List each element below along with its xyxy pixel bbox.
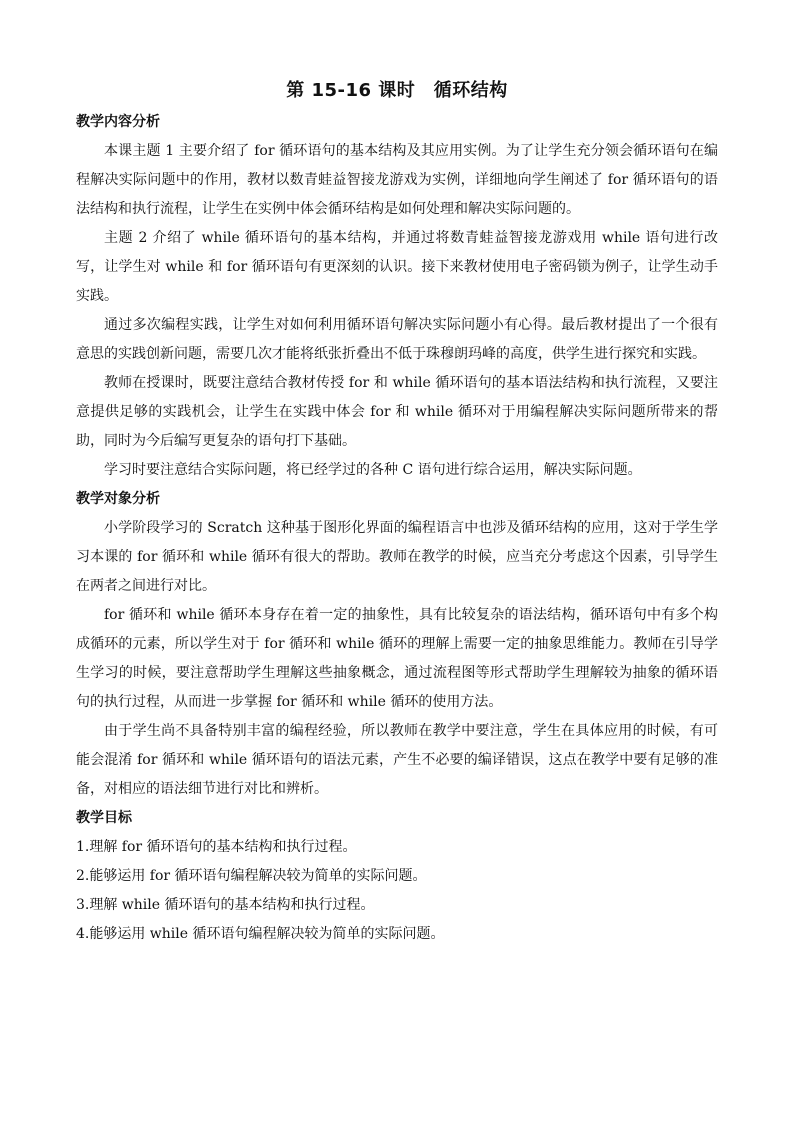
paragraph: 通过多次编程实践，让学生对如何利用循环语句解决实际问题小有心得。最后教材提出了一个很有意思的实践创新问题，需要几次才能将纸张折叠出不低于珠穆朗玛峰的高度，供学生进行探究和实践。 — [76, 317, 718, 362]
paragraph: 教师在授课时，既要注意结合教材传授 for 和 while 循环语句的基本语法结构和执行流程，又要注意提供足够的实践机会，让学生在实践中体会 for 和 while 循环对于用编程解决实际问题所带来的帮助，同时为今后编写更复杂的语句打下基础。 — [76, 375, 718, 449]
objective-item: 3.理解 while 循环语句的基本结构和执行过程。 — [76, 897, 375, 913]
paragraph: 本课主题 1 主要介绍了 for 循环语句的基本结构及其应用实例。为了让学生充分领会循环语句在编程解决实际问题中的作用，教材以数青蛙益智接龙游戏为实例，详细地向学生阐述了 for 循环语句的语法结构和执行流程，让学生在实例中体会循环结构是如何处理和解决实际问题的。 — [76, 143, 718, 217]
section-teaching-objectives — [76, 804, 718, 949]
document-content — [76, 78, 718, 949]
section-heading: 教学内容分析 — [76, 114, 160, 130]
objective-item: 4.能够运用 while 循环语句编程解决较为简单的实际问题。 — [76, 926, 445, 942]
page-title: 第 15-16 课时 循环结构 — [286, 80, 508, 101]
paragraph: 学习时要注意结合实际问题，将已经学过的各种 C 语句进行综合运用，解决实际问题。 — [104, 462, 642, 478]
section-heading: 教学目标 — [76, 810, 132, 826]
paragraph: 由于学生尚不具备特别丰富的编程经验，所以教师在教学中要注意，学生在具体应用的时候，有可能会混淆 for 循环和 while 循环语句的语法元素，产生不必要的编译错误，这点在教学中要有足够的准备，对相应的语法细节进行对比和辨析。 — [76, 723, 718, 797]
paragraph: 主题 2 介绍了 while 循环语句的基本结构，并通过将数青蛙益智接龙游戏用 while 语句进行改写，让学生对 while 和 for 循环语句有更深刻的认识。接下来教材使用电子密码锁为例子，让学生动手实践。 — [76, 230, 718, 304]
section-content-analysis — [76, 108, 718, 485]
paragraph: for 循环和 while 循环本身存在着一定的抽象性，具有比较复杂的语法结构，循环语句中有多个构成循环的元素，所以学生对于 for 循环和 while 循环的理解上需要一定的抽象思维能力。教师在引导学生学习的时候，要注意帮助学生理解这些抽象概念，通过流程图等形式帮助学生理解较为抽象的循环语句的执行过程，从而进一步掌握 for 循环和 while 循环的使用方法。 — [76, 607, 718, 710]
section-learner-analysis — [76, 485, 718, 804]
objective-item: 2.能够运用 for 循环语句编程解决较为简单的实际问题。 — [76, 868, 427, 884]
section-heading: 教学对象分析 — [76, 491, 160, 507]
paragraph: 小学阶段学习的 Scratch 这种基于图形化界面的编程语言中也涉及循环结构的应用，这对于学生学习本课的 for 循环和 while 循环有很大的帮助。教师在教学的时候，应当充分考虑这个因素，引导学生在两者之间进行对比。 — [76, 520, 718, 594]
objective-item: 1.理解 for 循环语句的基本结构和执行过程。 — [76, 839, 357, 855]
